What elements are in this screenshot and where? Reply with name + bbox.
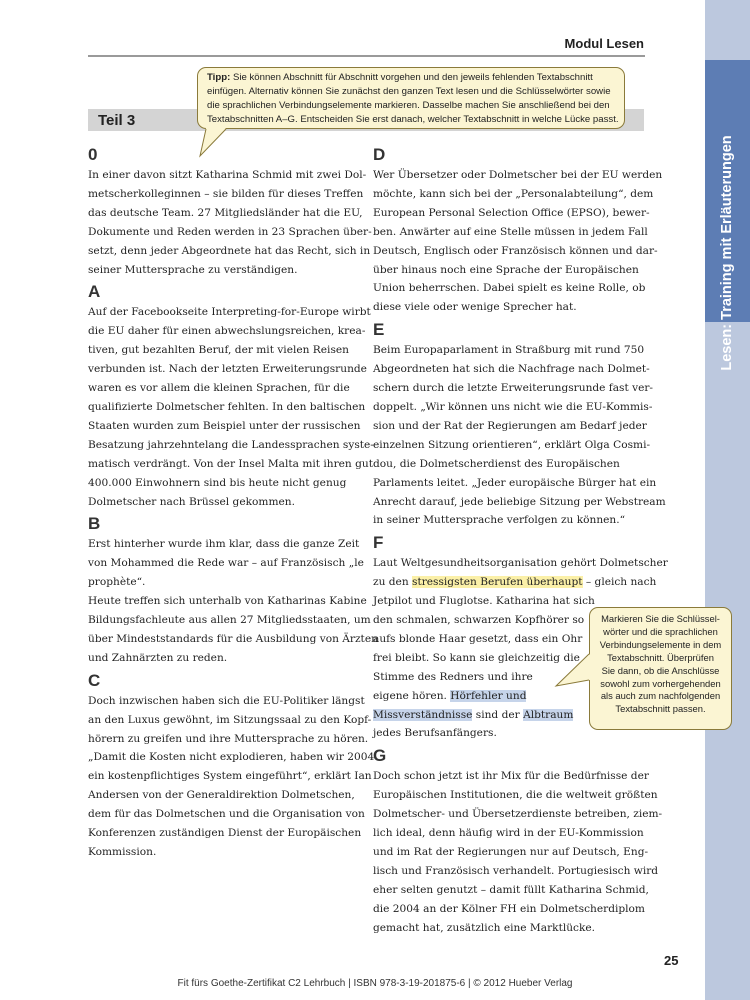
page-number: 25 bbox=[664, 953, 679, 968]
section-text: Laut Weltgesundheitsorganisation gehört Dolmetscher zu den stressigsten Berufen überhaupt – gleich nach Jetpilot und Fluglotse. Katharina hat sich den schmalen, schwarzen Kopfhörer so aufs blonde Haar gesetzt, dass ein Ohr frei bleibt. So kann sie gleichzeitig die Stimme des Redners und ihre eigene hören. Hörfehler und Missverständnisse sind der Albtraum jedes Berufsanfängers. bbox=[373, 557, 668, 740]
section-text: Doch schon jetzt ist ihr Mix für die Bedürfnisse der Europäischen Institutionen, die die weltweit größten Dolmetscher- und Übersetzerdienste betreiben, ziem- lich ideal, denn häufig wird in der EU-Kommission und im Rat der Regierungen nur auf Deutsch, Eng- lisch und Französisch verhandelt. Portugiesisch wird eher selten genutzt – damit füllt Katharina Schmid, die 2004 an der Kölner FH ein Dolmetscherdiplom gemacht hat, zusätzlich eine Marktlücke. bbox=[373, 770, 663, 934]
highlight-keyword: Missverständnisse bbox=[373, 708, 473, 721]
note-bubble: Markieren Sie die Schlüssel- wörter und die sprachlichen Verbindungselemente in dem Textabschnitt. Überprüfen Sie dann, ob die Anschlüsse sowohl zum vorhergehenden als auch zum nachfolgenden Textabschnitt passen. bbox=[589, 607, 732, 730]
tip-bubble bbox=[197, 67, 625, 129]
tip-line-4: Textabschnitten A–G. Entscheiden Sie erst danach, welcher Textabschnitt in welche Lücke passt. bbox=[207, 114, 619, 125]
tip-line-2: einfügen. Alternativ können Sie zunächst den ganzen Text lesen und die Schlüsselwörter sowie bbox=[207, 86, 611, 97]
section-text: Doch inzwischen haben sich die EU-Politiker längst an den Luxus gewöhnt, im Sitzungssaal zu den Kopf- hörern zu greifen und ihre Muttersprache zu hören. „Damit die Kosten nicht explodieren, haben wir 2004 ein kostenpflichtiges System eingeführt“, erklärt Ian Andersen von der Generaldirektion Dolmetschen, dem für das Dolmetschen und die Organisation von Konferenzen zuständigen Dienst der Europäischen Kommission. bbox=[88, 694, 375, 858]
tip-line-1: Tipp: Sie können Abschnitt für Abschnitt vorgehen und den jeweils fehlenden Textabschnitt bbox=[207, 72, 593, 83]
section-letter: E bbox=[373, 320, 385, 340]
section-b bbox=[88, 514, 378, 667]
section-letter: G bbox=[373, 746, 387, 766]
highlight-keyword: Hörfehler und bbox=[450, 689, 527, 702]
section-letter: F bbox=[373, 533, 384, 553]
section-0 bbox=[88, 145, 372, 279]
section-letter: C bbox=[88, 670, 101, 690]
highlight-keyword: Albtraum bbox=[523, 708, 574, 721]
section-text: Beim Europaparlament in Straßburg mit rund 750 Abgeordneten hat sich die Nachfrage nach Dolmet- schern durch die letzte Erweiterungsrunde fast ver- doppelt. „Wir können uns nicht wie die EU-Kommis- sion und der Rat der Regierungen am Bedarf jeder einzelnen Sitzung orientieren“, erklärt Olga Cosmi- dou, die Dolmetscherdienst des Europäischen Parlaments leitet. „Jeder europäische Bürger hat ein Anrecht darauf, jede beliebige Sitzung per Webstream in seiner Muttersprache verfolgen zu können.“ bbox=[373, 344, 666, 527]
highlight-keyword: stressigsten Berufen überhaupt bbox=[412, 576, 583, 589]
section-letter: B bbox=[88, 514, 101, 534]
section-text: Auf der Facebookseite Interpreting-for-Europe wirbt die EU daher für einen abwechslungsreichen, krea- tiven, gut bezahlten Beruf, der mit vielen Reisen verbunden ist. Nach der letzten Erweiterungsrunde waren es vor allem die kleinen Sprachen, für die qualifizierte Dolmetscher fehlten. In den baltischen Staaten wurden zum Beispiel unter der russischen Besatzung jahrzehntelang die Landessprachen syste- matisch verdrängt. Von der Insel Malta mit ihren gut 400.000 Einwohnern sind bis heute nicht genug Dolmetscher nach Brüssel gekommen. bbox=[88, 306, 374, 508]
footer-credits: Fit fürs Goethe-Zertifikat C2 Lehrbuch | ISBN 978-3-19-201875-6 | © 2012 Hueber Verlag bbox=[177, 978, 573, 989]
section-d bbox=[373, 145, 663, 317]
section-text: Wer Übersetzer oder Dolmetscher bei der EU werden möchte, kann sich bei der „Personalabteilung“, dem European Personal Selection Office (EPSO), bewer- ben. Anwärter auf eine Stelle müssen in jedem Fall Deutsch, Englisch oder Französisch können und dar- über hinaus noch eine Sprache der Europäischen Union beherrschen. Dabei spielt es keine Rolle, ob diese viele oder wenige Sprecher hat. bbox=[373, 169, 663, 314]
section-g bbox=[373, 746, 663, 937]
note-bubble-tail-icon bbox=[554, 650, 594, 690]
module-title: Modul Lesen bbox=[564, 36, 644, 51]
side-tab-title: Lesen: Training mit Erläuterungen bbox=[719, 135, 735, 371]
header-divider bbox=[88, 55, 645, 57]
section-a bbox=[88, 282, 374, 511]
left-column bbox=[88, 145, 378, 865]
tip-label: Tipp: bbox=[207, 72, 231, 83]
section-text: In einer davon sitzt Katharina Schmid mit zwei Dol- metscherkolleginnen – sie bilden für dieses Treffen das deutsche Team. 27 Mitgliedsländer hat die EU, Dokumente und Reden werden in 23 Sprachen über- setzt, denn jeder Abgeordnete hat das Recht, sich in seiner Muttersprache zu verständigen. bbox=[88, 169, 372, 276]
side-tab-label-bg bbox=[705, 60, 750, 371]
section-letter: A bbox=[88, 282, 101, 302]
tip-line-3: die sprachlichen Verbindungselemente markieren. Dasselbe machen Sie anschließend bei den bbox=[207, 100, 610, 111]
section-title: Teil 3 bbox=[98, 112, 136, 129]
tip-bubble-tail-icon bbox=[196, 128, 236, 158]
section-text: Erst hinterher wurde ihm klar, dass die ganze Zeit von Mohammed die Rede war – auf Französisch „le prophète“. Heute treffen sich unterhalb von Katharinas Kabine Bildungsfachleute aus allen 27 Mitgliedsstaaten, um über Mindeststandards für die Ausbildung von Ärzten und Zahnärzten zu reden. bbox=[88, 538, 378, 664]
section-e bbox=[373, 320, 666, 530]
section-letter: 0 bbox=[88, 145, 98, 164]
section-letter: D bbox=[373, 145, 386, 164]
side-tab bbox=[705, 0, 750, 1000]
section-c bbox=[88, 670, 375, 862]
